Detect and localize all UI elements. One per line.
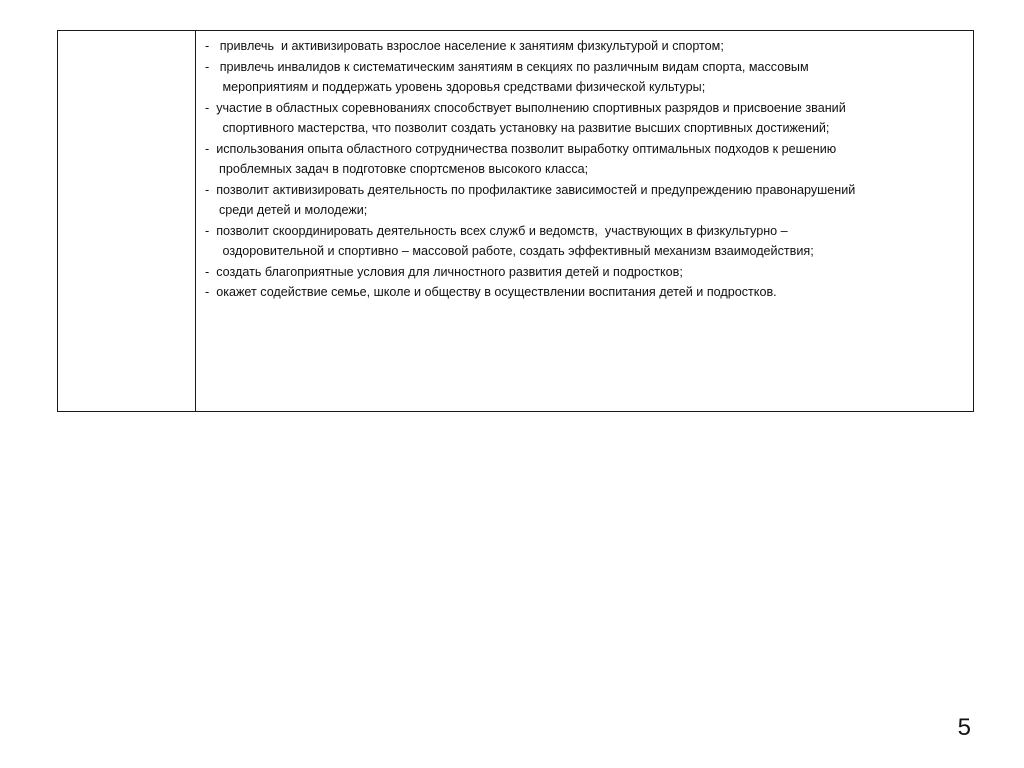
text-line: оздоровительной и спортивно – массовой работе, создать эффективный механизм взаимодействия; <box>205 244 814 258</box>
text-line: - использования опыта областного сотрудничества позволит выработку оптимальных подходов к решению <box>205 141 837 156</box>
table-left-cell <box>58 31 196 411</box>
text-line: - привлечь инвалидов к систематическим занятиям в секциях по различным видам спорта, массовым <box>205 59 809 74</box>
text-line: - позволит активизировать деятельность по профилактике зависимостей и предупреждению правонарушений <box>205 182 856 197</box>
text-line: - позволит скоординировать деятельность всех служб и ведомств, участвующих в физкультурно – <box>205 223 788 238</box>
text-line: - окажет содействие семье, школе и обществу в осуществлении воспитания детей и подростков. <box>205 285 777 299</box>
text-line: спортивного мастерства, что позволит создать установку на развитие высших спортивных достижений; <box>205 121 830 135</box>
text-line: проблемных задач в подготовке спортсменов высокого класса; <box>205 162 589 176</box>
text-line: - создать благоприятные условия для личностного развития детей и подростков; <box>205 264 683 279</box>
text-line: - участие в областных соревнованиях способствует выполнению спортивных разрядов и присвоение званий <box>205 100 846 115</box>
page-number: 5 <box>957 714 971 741</box>
content-table <box>57 30 974 412</box>
text-line: среди детей и молодежи; <box>205 203 368 217</box>
table-right-cell <box>196 31 973 411</box>
text-line: - привлечь и активизировать взрослое население к занятиям физкультурой и спортом; <box>205 39 724 53</box>
text-line: мероприятиям и поддержать уровень здоровья средствами физической культуры; <box>205 80 706 94</box>
